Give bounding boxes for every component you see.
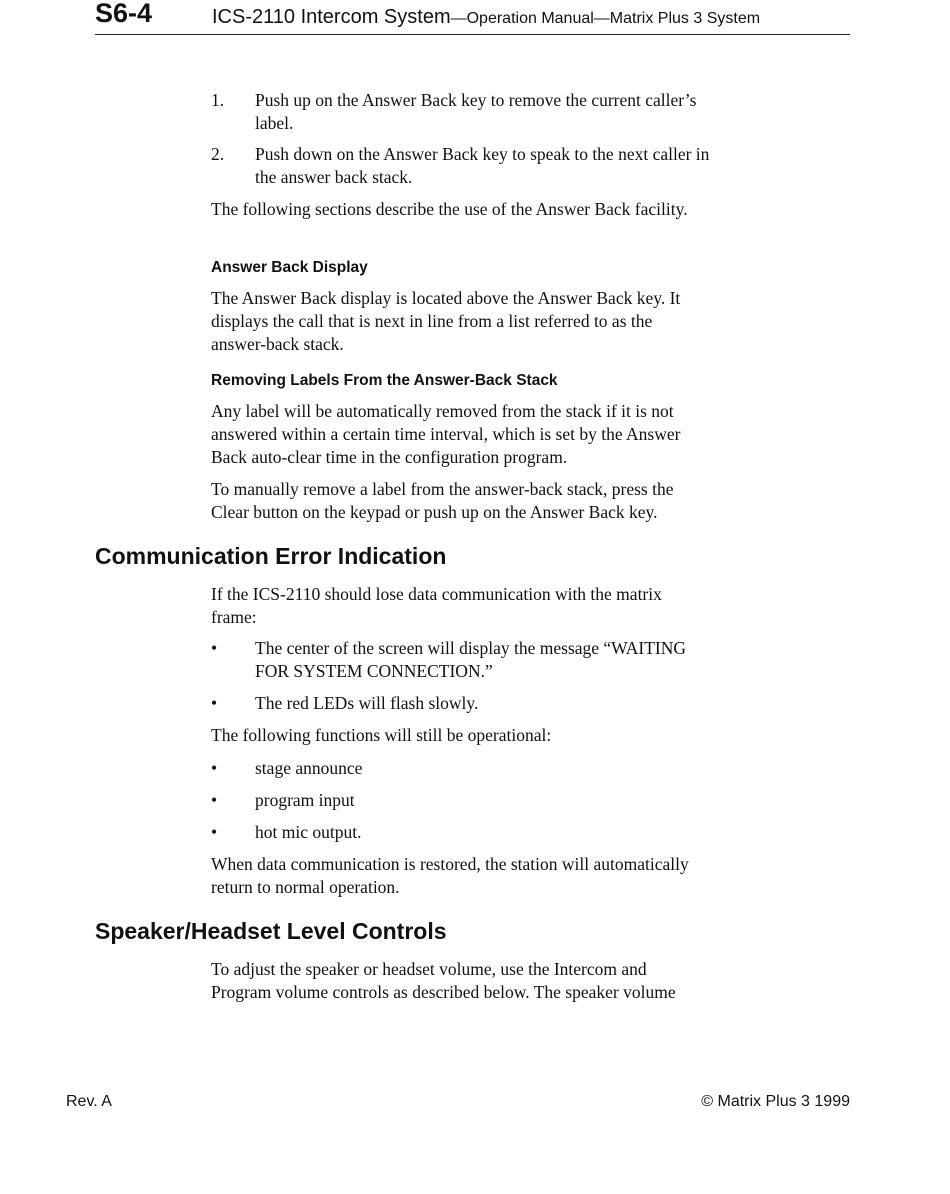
answer-back-display-paragraph: The Answer Back display is located above the Answer Back key. It displays the call that is next in line from a list referred to as the answer-back stack. [211,288,681,354]
comm-error-intro: If the ICS-2110 should lose data communication with the matrix frame: [211,584,662,627]
bullet-text: The red LEDs will flash slowly. [255,693,479,713]
document-subtitle: —Operation Manual—Matrix Plus 3 System [450,10,761,27]
bullet-glyph: • [211,693,218,713]
document-title [212,6,760,29]
step-text: Push down on the Answer Back key to speak to the next caller in the answer back stack. [255,144,710,187]
level-controls-paragraph: To adjust the speaker or headset volume, use the Intercom and Program volume controls as described below. The speaker volume [211,959,676,1002]
step-number: 2. [211,144,225,164]
heading-removing-labels: Removing Labels From the Answer-Back Stack [211,372,558,389]
heading-level-controls: Speaker/Headset Level Controls [95,918,447,944]
removing-labels-paragraph-2: To manually remove a label from the answer-back stack, press the Clear button on the keypad or push up on the Answer Back key. [211,479,674,522]
bullet-glyph: • [211,790,218,810]
heading-answer-back-display: Answer Back Display [211,259,368,276]
functions-intro: The following functions will still be operational: [211,725,552,745]
bullet-text: program input [255,790,355,810]
footer-revision: Rev. A [66,1093,112,1110]
intro-paragraph: The following sections describe the use of the Answer Back facility. [211,199,688,219]
bullet-text: hot mic output. [255,822,362,842]
bullet-glyph: • [211,638,218,658]
bullet-glyph: • [211,822,218,842]
comm-error-closing: When data communication is restored, the station will automatically return to normal operation. [211,854,689,897]
step-number: 1. [211,90,225,110]
heading-communication-error: Communication Error Indication [95,543,447,569]
page-header [95,0,850,35]
page-number: S6-4 [95,0,153,28]
step-text: Push up on the Answer Back key to remove the current caller’s label. [255,90,697,133]
removing-labels-paragraph-1: Any label will be automatically removed from the stack if it is not answered within a certain time interval, which is set by the Answer Back auto-clear time in the configuration program. [211,401,681,467]
footer-copyright: © Matrix Plus 3 1999 [701,1093,850,1110]
document-title-main: ICS-2110 Intercom System [212,6,451,28]
bullet-glyph: • [211,758,218,778]
bullet-text: The center of the screen will display the message “WAITING FOR SYSTEM CONNECTION.” [255,638,687,681]
bullet-text: stage announce [255,758,363,778]
